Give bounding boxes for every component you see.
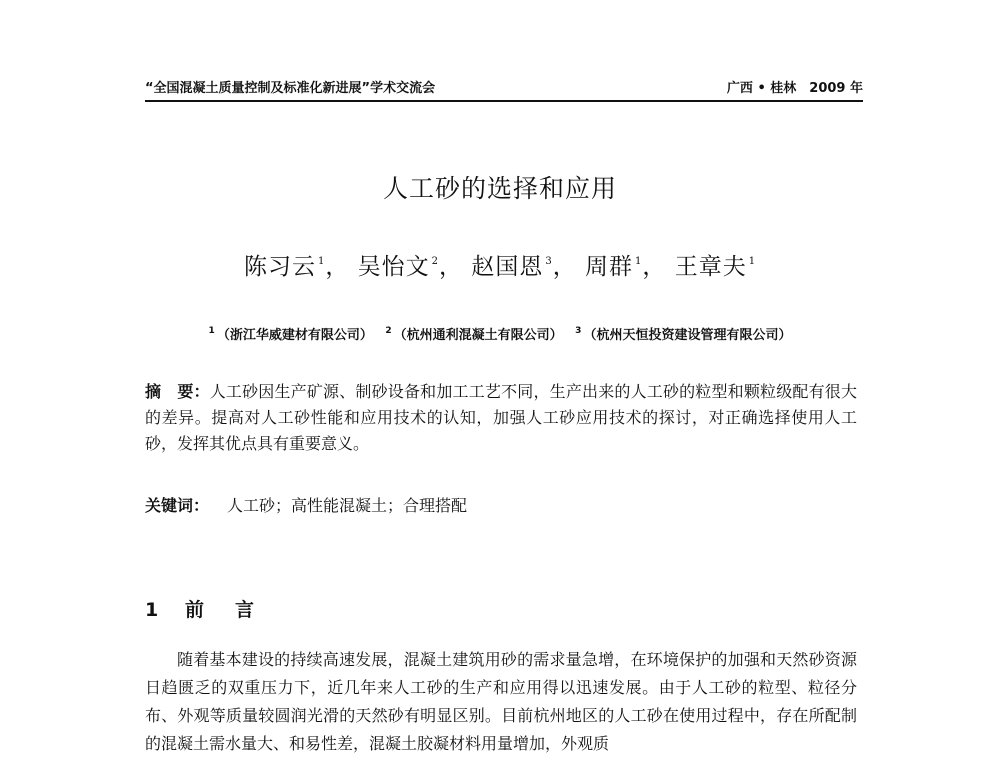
header-rule [145,100,863,102]
author-affiliation-mark: 2 [431,256,439,267]
author-list: 陈习云 $^1$， 吴怡文 $^2$， 赵国恩 $^3$， 周群 $^1$， 王章夫 $^1$ [243,254,757,280]
author-affiliation-mark: 1 [317,256,326,267]
author-name: 周群 [585,254,633,280]
author-name: 王章夫 [674,254,747,280]
affiliation-list [0,326,1000,346]
author-name: 赵国恩 [471,254,544,280]
body-paragraph: 随着基本建设的持续高速发展，混凝土建筑用砂的需求量急增，在环境保护的加强和天然砂资源日趋匮乏的双重压力下，近几年来人工砂的生产和应用得以迅速发展。由于人工砂的粒型、粒径分布、外观等质量较圆润光滑的天然砂有明显区别。目前杭州地区的人工砂在使用过程中，存在所配制的混凝土需水量大、和易性差，混凝土胶凝材料用量增加，外观质 [145,650,857,753]
abstract [145,379,857,457]
affiliation-mark: 3 [575,326,582,336]
keywords [145,494,857,518]
paper-title: 人工砂的选择和应用 [382,174,617,203]
affiliation-mark: 2 [385,326,392,336]
author-affiliation-mark: 1 [635,256,643,267]
keywords-text: 人工砂；高性能混凝土；合理搭配 [227,496,468,515]
conference-name: “全国混凝土质量控制及标准化新进展”学术交流会 [145,81,436,96]
affiliation: （杭州通利混凝土有限公司） [393,328,563,343]
author-name: 陈习云 [243,254,316,280]
author-affiliation-mark: 3 [545,256,553,267]
section-number: 1 [145,599,159,621]
abstract-text: 人工砂因生产矿源、制砂设备和加工工艺不同，生产出来的人工砂的粒型和颗粒级配有很大的差异。提高对人工砂性能和应用技术的认知，加强人工砂应用技术的探讨，对正确选择使用人工砂，发挥其优点具有重要意义。 [145,382,857,453]
conference-location-year: 广西 • 桂林 2009 年 [726,81,863,96]
abstract-label: 摘 要： [145,382,210,401]
affiliation: （杭州天恒投资建设管理有限公司） [583,328,792,343]
affiliation: （浙江华威建材有限公司） [216,328,373,343]
running-header [145,78,863,100]
section-title-part: 前 [185,599,205,621]
keywords-label: 关键词： [145,496,210,515]
section-heading [145,598,445,622]
author-affiliation-mark: 1 [748,256,757,267]
section-title-part: 言 [235,599,255,621]
author-name: 吴怡文 [357,254,430,280]
affiliation-mark: 1 [208,326,215,336]
